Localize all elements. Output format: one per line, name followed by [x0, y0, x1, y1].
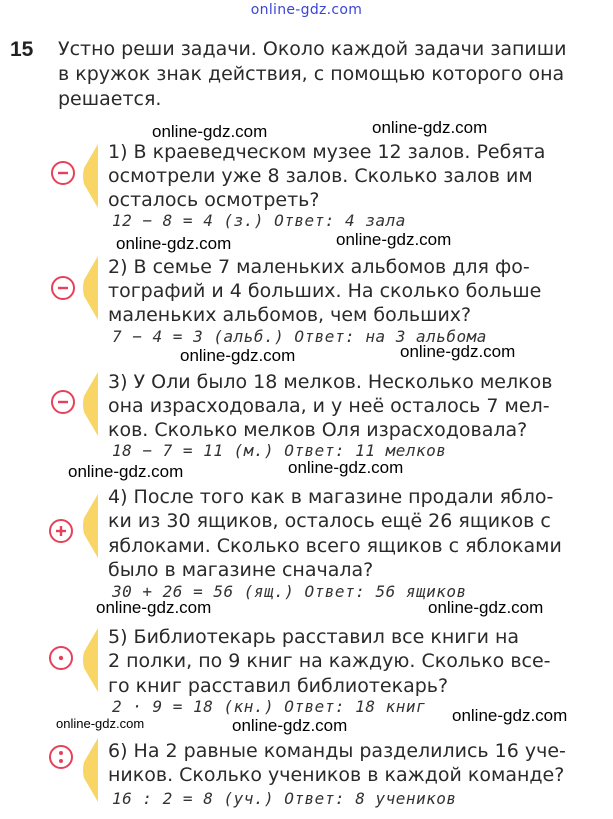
task-line: 6) На 2 равные команды разделились 16 уче-: [108, 740, 566, 762]
sign-bubble-divide[interactable]: [48, 744, 74, 770]
task-line: 2) В семье 7 маленьких альбомов для фо-: [108, 256, 530, 278]
yellow-tab-marker: [82, 628, 100, 686]
watermark-text[interactable]: online-gdz.com: [336, 230, 452, 249]
task-line: 3) У Оли было 18 мелков. Несколько мелков: [108, 371, 553, 393]
instruction-line: решается.: [58, 88, 162, 110]
top-watermark[interactable]: online-gdz.com: [250, 2, 363, 18]
yellow-tab-marker: [82, 256, 100, 314]
sign-bubble-plus[interactable]: [48, 518, 74, 544]
task-line: ков. Сколько мелков Оля израсходовала?: [108, 419, 528, 441]
task-line: маленьких альбомов, чем больших?: [108, 304, 472, 326]
watermark-text[interactable]: online-gdz.com: [56, 716, 145, 731]
watermark-text[interactable]: online-gdz.com: [68, 462, 184, 481]
watermark-text[interactable]: online-gdz.com: [232, 716, 348, 735]
task-line: ки из 30 ящиков, осталось ещё 26 ящиков с: [108, 510, 551, 532]
handwritten-answer: 12 − 8 = 4 (з.) Ответ: 4 зала: [112, 211, 406, 230]
task-line: тографий и 4 больших. На сколько больше: [108, 280, 542, 302]
yellow-tab-marker: [82, 494, 100, 552]
sign-bubble-minus[interactable]: [50, 275, 76, 301]
task-line: 1) В краеведческом музее 12 залов. Ребята: [108, 141, 546, 163]
watermark-text[interactable]: online-gdz.com: [428, 598, 544, 617]
sign-bubble-minus[interactable]: [50, 160, 76, 186]
watermark-text[interactable]: online-gdz.com: [288, 458, 404, 477]
watermark-text[interactable]: online-gdz.com: [400, 342, 516, 361]
task-line: осталось осмотреть?: [108, 189, 320, 211]
watermark-text[interactable]: online-gdz.com: [152, 122, 268, 141]
watermark-text[interactable]: online-gdz.com: [96, 598, 212, 617]
handwritten-answer: 18 − 7 = 11 (м.) Ответ: 11 мелков: [112, 441, 447, 460]
sign-bubble-minus[interactable]: [50, 389, 76, 415]
handwritten-answer: 16 : 2 = 8 (уч.) Ответ: 8 учеников: [112, 789, 457, 808]
instruction-line: в кружок знак действия, с помощью которого она: [58, 63, 565, 85]
instruction-line: Устно реши задачи. Около каждой задачи запиши: [58, 38, 567, 60]
watermark-text[interactable]: online-gdz.com: [116, 234, 232, 253]
yellow-tab-marker: [82, 372, 100, 430]
task-line: она израсходовала, и у неё осталось 7 мел-: [108, 395, 550, 417]
task-line: было в магазине сначала?: [108, 559, 374, 581]
task-line: 5) Библиотекарь расставил все книги на: [108, 626, 520, 648]
watermark-text[interactable]: online-gdz.com: [180, 346, 296, 365]
sign-bubble-multiply[interactable]: [48, 645, 74, 671]
exercise-number: 15: [10, 38, 34, 61]
task-line: ников. Сколько учеников в каждой команде?: [108, 764, 565, 786]
yellow-tab-marker: [82, 144, 100, 202]
task-line: 2 полки, по 9 книг на каждую. Сколько все-: [108, 650, 551, 672]
handwritten-answer: 7 − 4 = 3 (альб.) Ответ: на 3 альбома: [112, 327, 487, 346]
handwritten-answer: 30 + 26 = 56 (ящ.) Ответ: 56 ящиков: [112, 582, 467, 601]
task-line: осмотрели уже 8 залов. Сколько залов им: [108, 165, 533, 187]
handwritten-answer: 2 · 9 = 18 (кн.) Ответ: 18 книг: [112, 697, 427, 716]
task-line: го книг расставил библиотекарь?: [108, 675, 449, 697]
watermark-text[interactable]: online-gdz.com: [452, 706, 568, 725]
yellow-tab-marker: [82, 738, 100, 796]
task-line: яблоками. Сколько всего ящиков с яблоками: [108, 535, 562, 557]
task-line: 4) После того как в магазине продали ябло-: [108, 486, 554, 508]
watermark-text[interactable]: online-gdz.com: [372, 118, 488, 137]
